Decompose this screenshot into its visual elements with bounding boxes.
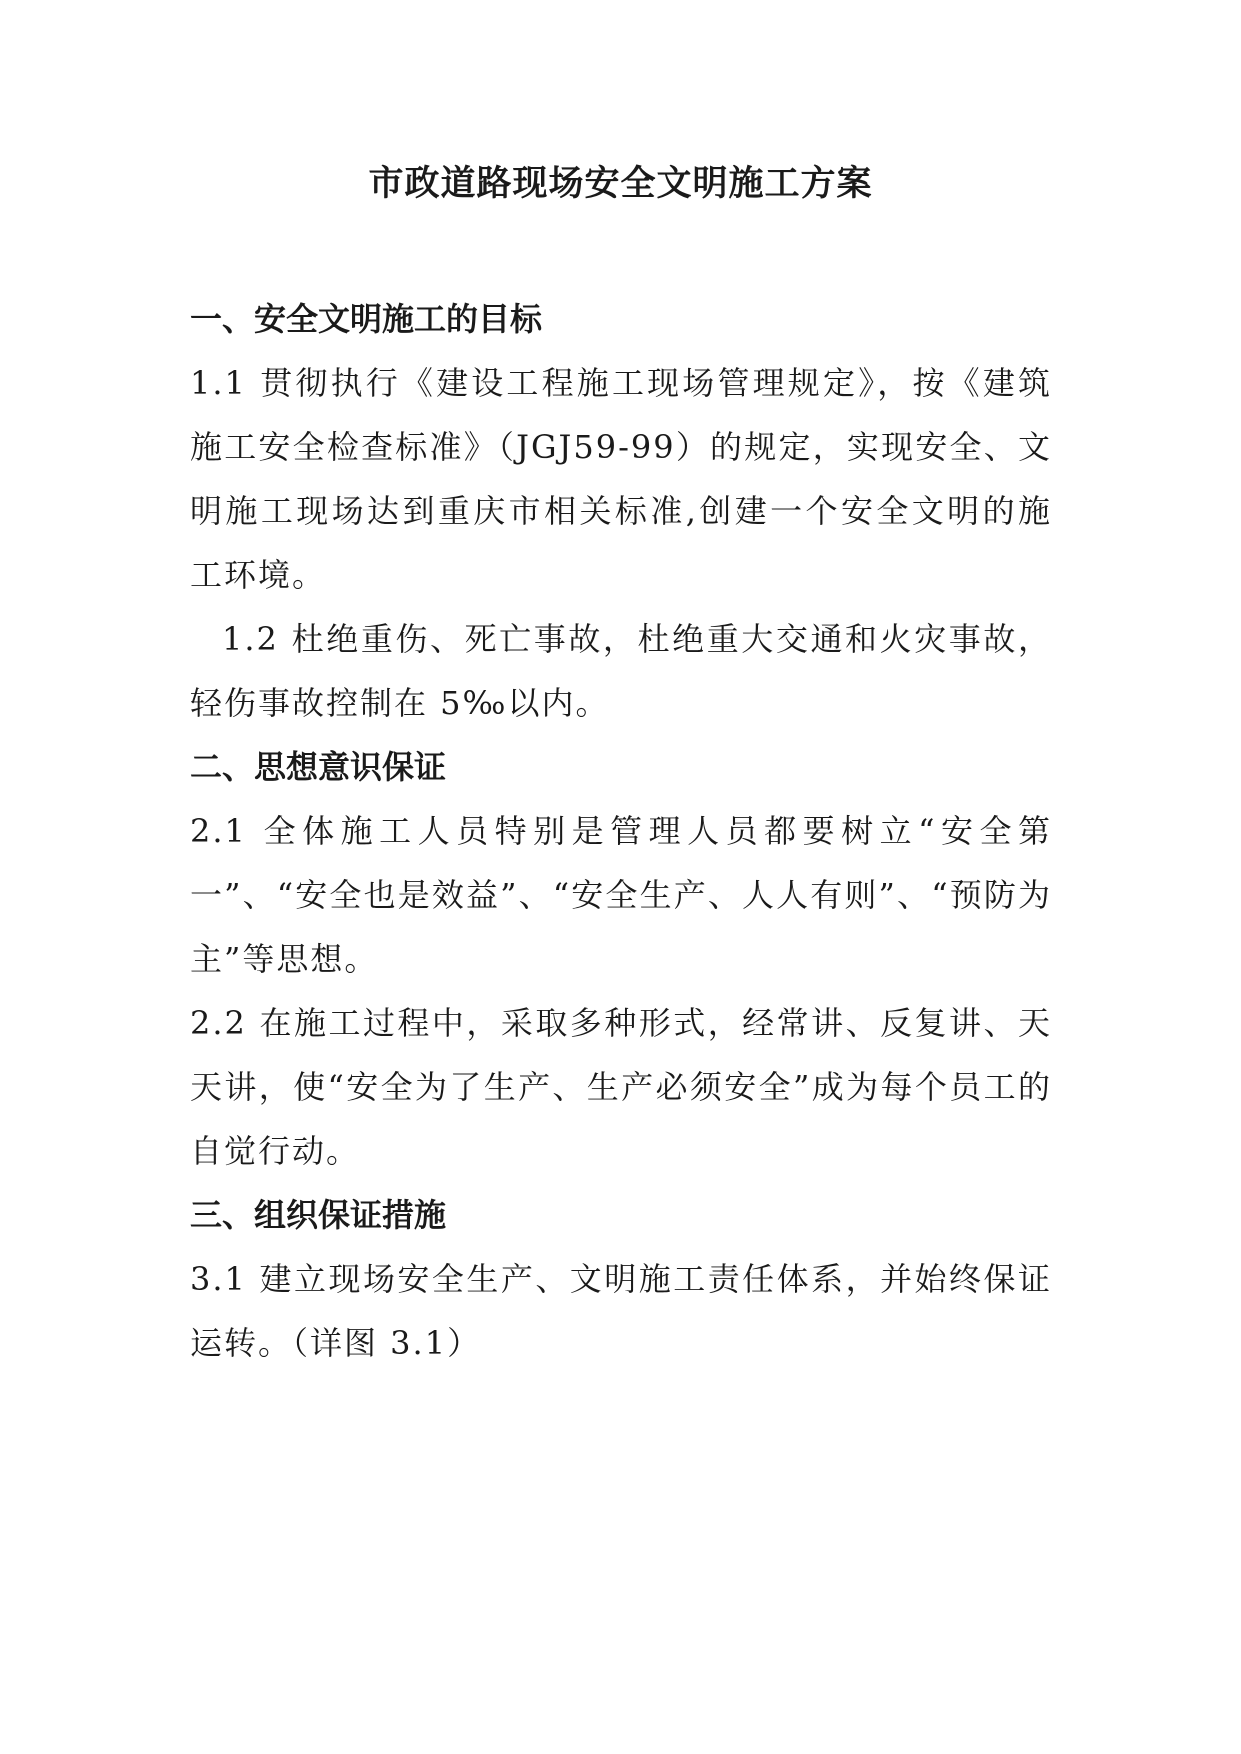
section-heading-organization: 三、组织保证措施 <box>190 1196 447 1234</box>
paragraph-2-1: 2.1 全体施工人员特别是管理人员都要树立“安全第一”、“安全也是效益”、“安全生产、人人有则”、“预防为主”等思想。 <box>190 812 1052 978</box>
paragraph-3-1: 3.1 建立现场安全生产、文明施工责任体系，并始终保证运转。（详图 3.1） <box>190 1260 1052 1362</box>
paragraph-1-2: 1.2 杜绝重伤、死亡事故，杜绝重大交通和火灾事故，轻伤事故控制在 5‰以内。 <box>190 620 1052 722</box>
section-heading-goals: 一、安全文明施工的目标 <box>190 300 543 338</box>
section-heading-ideology: 二、思想意识保证 <box>190 748 447 786</box>
paragraph-1-1: 1.1 贯彻执行《建设工程施工现场管理规定》，按《建筑施工安全检查标准》（JGJ59-99）的规定，实现安全、文明施工现场达到重庆市相关标准,创建一个安全文明的施工环境。 <box>190 364 1052 594</box>
page-title: 市政道路现场安全文明施工方案 <box>368 164 873 204</box>
paragraph-2-2: 2.2 在施工过程中，采取多种形式，经常讲、反复讲、天天讲，使“安全为了生产、生产必须安全”成为每个员工的自觉行动。 <box>190 1004 1052 1170</box>
document-body <box>190 287 1052 1375</box>
